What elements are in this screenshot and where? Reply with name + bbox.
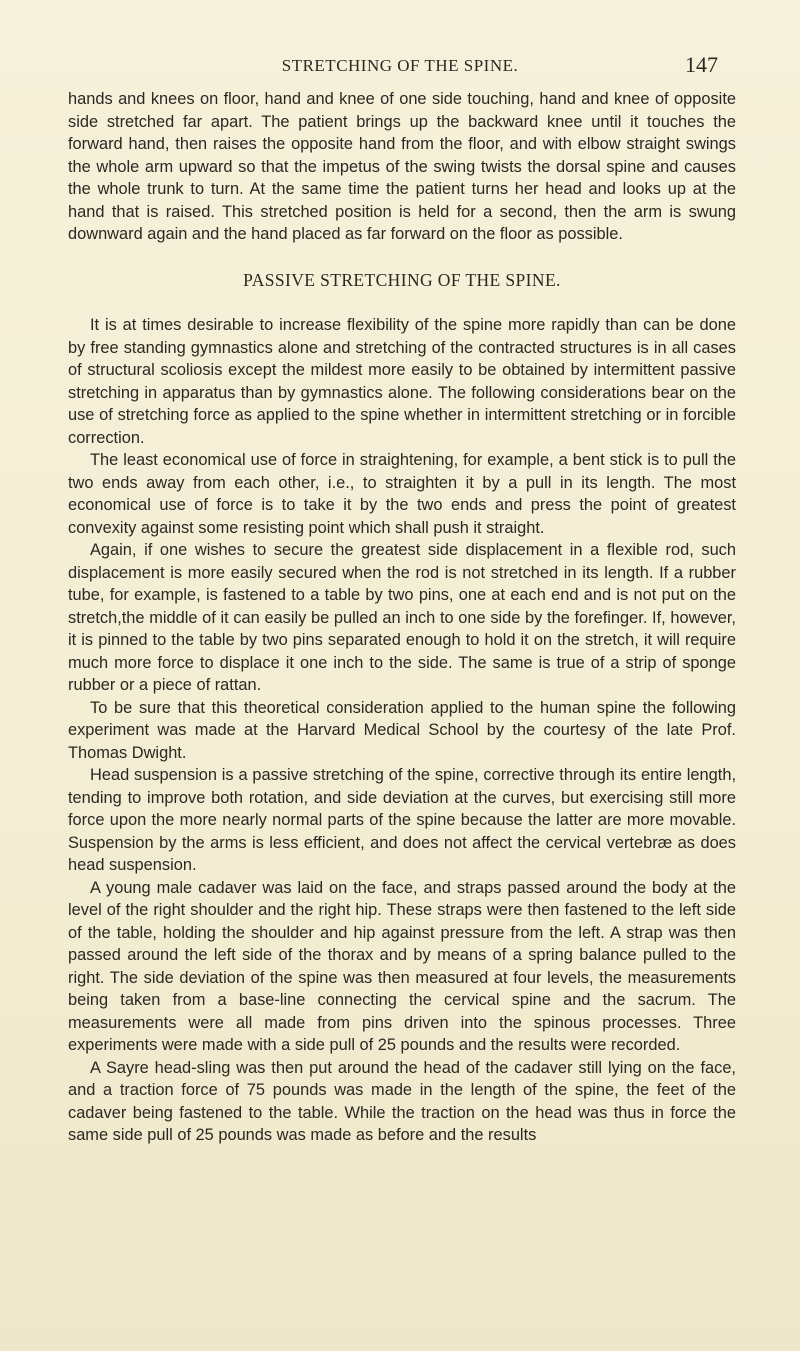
section-heading: PASSIVE STRETCHING OF THE SPINE. xyxy=(243,269,561,290)
paragraph: Again, if one wishes to secure the greatest side displacement in a flexible rod, such displacement is more easily secured when the rod is not stretched in its length. If a rubber tube, for example, is fastened to a table by two pins, one at each end and is not put on the stretch,the middle of it can easily be pulled an inch to one side by the forefinger. If, however, it is pinned to the table by two pins separated enough to hold it on the stretch, it will require much more force to displace it one inch to the side. The same is true of a strip of sponge rubber or a piece of rattan. xyxy=(68,541,736,694)
paragraph: To be sure that this theoretical consideration applied to the human spine the following experiment was made at the Harvard Medical School by the courtesy of the late Prof. Thomas Dwight. xyxy=(68,698,736,762)
page-number: 147 xyxy=(685,52,718,77)
body-text xyxy=(68,88,736,1147)
paragraph: It is at times desirable to increase flexibility of the spine more rapidly than can be done by free standing gymnastics alone and stretching of the contracted structures is in all cases of structural scoliosis except the mildest more easily to be obtained by intermittent passive stretching in apparatus than by gymnastics alone. The following considerations bear on the use of stretching force as applied to the spine whether in intermittent stretching or in forcible correction. xyxy=(68,316,736,447)
paragraph: The least economical use of force in straightening, for example, a bent stick is to pull the two ends away from each other, i.e., to straighten it by a pull in its length. The most economical use of force is to take it by the two ends and press the point of greatest convexity against some resisting point which shall push it straight. xyxy=(68,451,736,537)
running-head: STRETCHING OF THE SPINE. xyxy=(281,56,519,75)
paragraph: A Sayre head-sling was then put around the head of the cadaver still lying on the face, and a traction force of 75 pounds was made in the length of the spine, the feet of the cadaver being fastened to the table. While the traction on the head was thus in force the same side pull of 25 pounds was made as before and the results xyxy=(68,1058,736,1144)
paragraph: Head suspension is a passive stretching of the spine, corrective through its entire length, tending to improve both rotation, and side deviation at the curves, but exercising still more force upon the more nearly normal parts of the spine because the latter are more movable. Suspension by the arms is less efficient, and does not affect the cervical vertebræ as does head suspension. xyxy=(68,766,736,874)
opening-paragraph: hands and knees on floor, hand and knee of one side touching, hand and knee of opposite side stretched far apart. The patient brings up the backward knee until it touches the forward hand, then raises the opposite hand from the floor, and with elbow straight swings the whole arm upward so that the impetus of the swing twists the dorsal spine and causes the whole trunk to turn. At the same time the patient turns her head and looks up at the hand that is raised. This stretched position is held for a second, then the arm is swung downward again and the hand placed as far forward on the floor as possible. xyxy=(68,90,736,243)
paragraph: A young male cadaver was laid on the face, and straps passed around the body at the level of the right shoulder and the right hip. These straps were then fastened to the left side of the table, holding the shoulder and hip against pressure from the left. A strap was then passed around the left side of the thorax and by means of a spring balance pulled to the right. The side deviation of the spine was then measured at four levels, the measurements being taken from a base-line connecting the cervical spine and the sacrum. The measurements were all made from pins driven into the spinous processes. Three experiments were made with a side pull of 25 pounds and the results were recorded. xyxy=(68,878,736,1054)
